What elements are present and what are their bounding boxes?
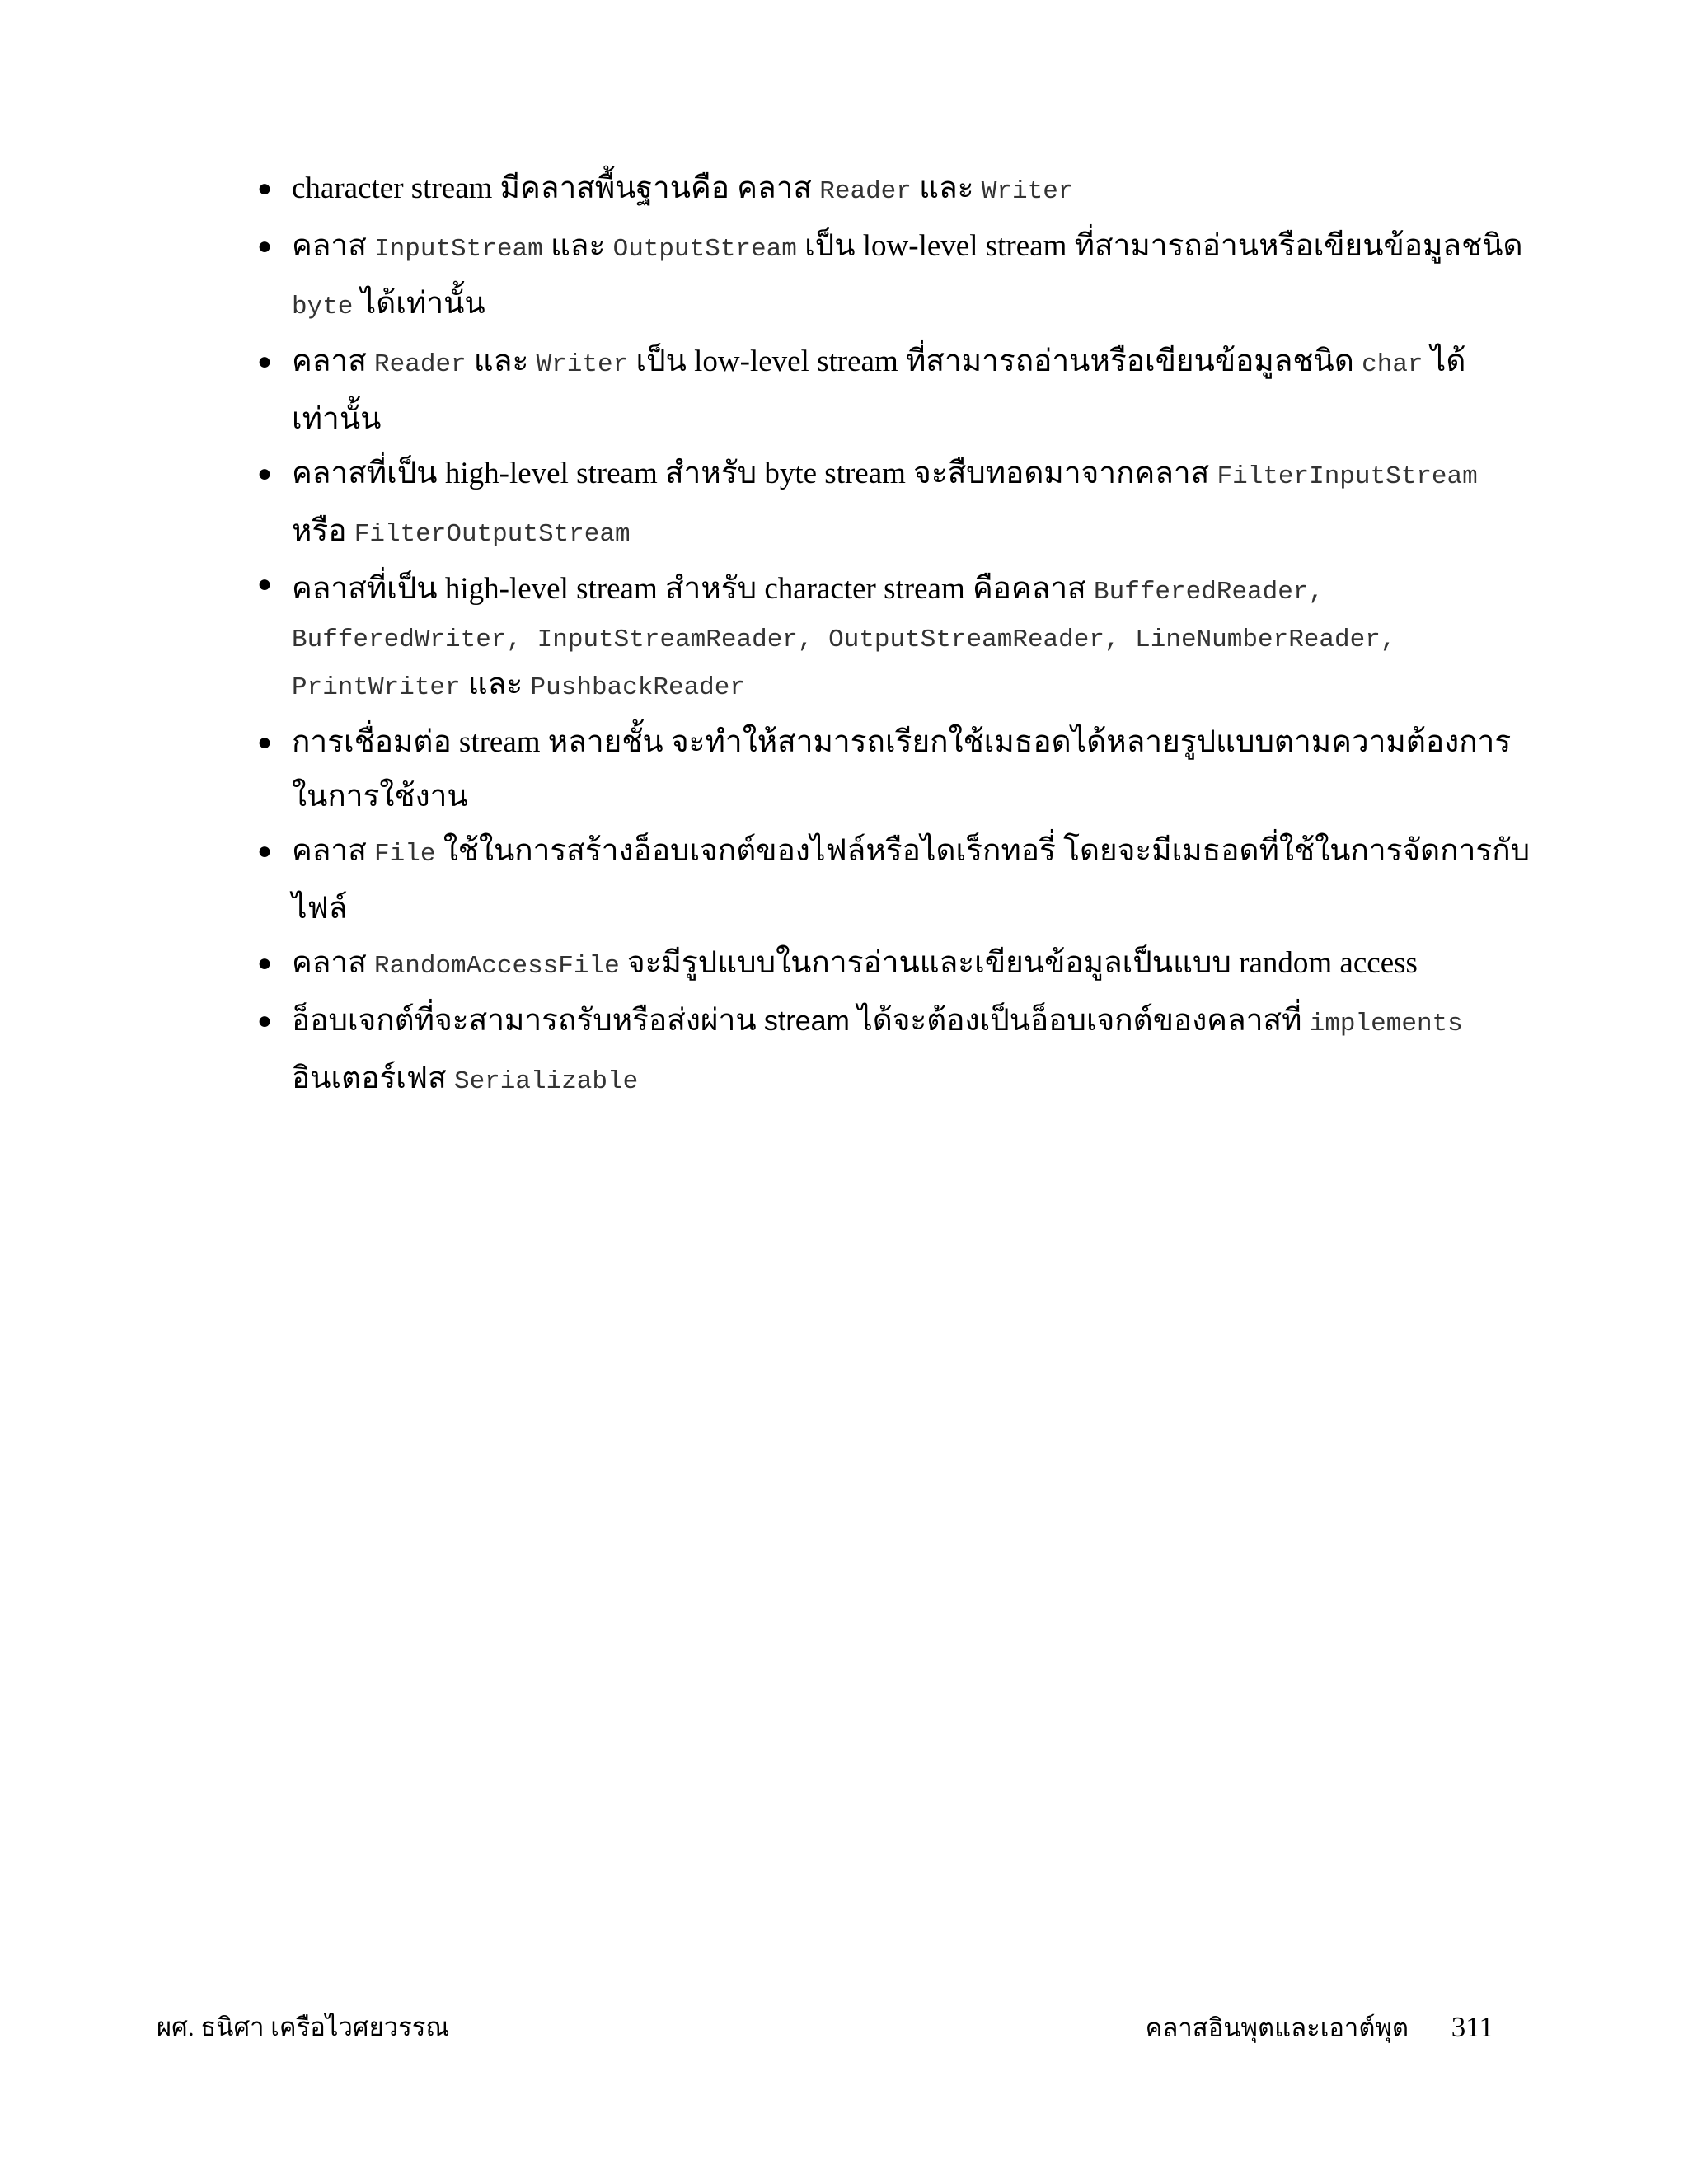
bullet-item — [257, 562, 1531, 715]
inline-text: คลาส — [292, 344, 375, 378]
footer-right-group — [1146, 2007, 1493, 2049]
bullet-text — [292, 1004, 1463, 1095]
inline-code: Serializable — [453, 1067, 639, 1096]
bullet-dot-icon: ● — [257, 1007, 273, 1034]
inline-text: ได้เท่านั้น — [292, 344, 1466, 436]
bullet-dot-icon: ● — [257, 348, 273, 375]
bullet-item — [257, 162, 1531, 219]
inline-text: จะมีรูปแบบในการอ่านและเขียนข้อมูลเป็นแบบ random access — [619, 946, 1418, 980]
inline-text: ได้เท่านั้น — [353, 287, 485, 321]
bullet-dot-icon: ● — [257, 232, 273, 260]
inline-text: หรือ — [292, 514, 354, 548]
inline-text: ใช้ในการสร้างอ็อบเจกต์ของไฟล์หรือไดเร็กทอรี่ โดยจะมีเมธอดที่ใช้ในการจัดการกับไฟล์ — [292, 834, 1531, 926]
bullet-dot-icon: ● — [257, 175, 273, 202]
inline-text: คลาสที่เป็น high-level stream สำหรับ character stream คือคลาส — [292, 572, 1095, 606]
page-number: 311 — [1451, 2011, 1493, 2043]
bullet-dot-icon: ● — [257, 570, 273, 598]
bullet-item — [257, 824, 1531, 936]
inline-code: FilterInputStream — [1217, 462, 1478, 491]
bullet-item — [257, 715, 1531, 824]
bullet-text — [292, 834, 1530, 926]
inline-text: เป็น low-level stream ที่สามารถอ่านหรือเขียนข้อมูลชนิด — [796, 229, 1523, 263]
inline-code: Reader — [374, 350, 467, 379]
bullet-text — [292, 725, 1511, 813]
inline-text: การเชื่อมต่อ stream หลายชั้น จะทำให้สามารถเรียกใช้เมธอดได้หลายรูปแบบตามความต้องการในการใช้งาน — [292, 725, 1512, 813]
inline-text: อินเตอร์เฟส — [292, 1062, 454, 1095]
inline-text: และ — [542, 229, 613, 263]
bullet-text — [292, 572, 1395, 701]
inline-text: เป็น low-level stream ที่สามารถอ่านหรือเขียนข้อมูลชนิด — [628, 344, 1362, 378]
bullet-item — [257, 447, 1531, 562]
inline-code: RandomAccessFile — [374, 952, 620, 981]
inline-text: และ — [911, 171, 982, 205]
inline-code: byte — [292, 293, 354, 321]
bullet-dot-icon: ● — [257, 949, 273, 977]
inline-code: File — [374, 840, 436, 869]
inline-code: FilterOutputStream — [354, 520, 631, 549]
bullet-text — [292, 171, 1073, 205]
inline-text: character stream มีคลาสพื้นฐานคือ คลาส — [292, 171, 820, 205]
inline-sans-text: stream — [763, 1005, 850, 1037]
inline-text: คลาส — [292, 946, 375, 980]
bullet-item — [257, 335, 1531, 447]
inline-text: และ — [466, 344, 537, 378]
bullet-dot-icon: ● — [257, 460, 273, 487]
inline-code: PushbackReader — [530, 673, 745, 702]
summary-bullet-list — [257, 162, 1531, 1109]
page-footer — [157, 2007, 1493, 2048]
inline-text: คลาส — [292, 834, 375, 868]
bullet-item — [257, 994, 1531, 1109]
inline-code: char — [1362, 350, 1423, 379]
inline-text: คลาสที่เป็น high-level stream สำหรับ byte stream จะสืบทอดมาจากคลาส — [292, 457, 1217, 490]
inline-text: และ — [460, 668, 531, 701]
bullet-item — [257, 936, 1531, 994]
footer-chapter-title: คลาสอินพุตและเอาต์พุต — [1145, 2013, 1409, 2042]
inline-text: อ็อบเจกต์ที่จะสามารถรับหรือส่งผ่าน — [292, 1004, 764, 1038]
inline-code: InputStream — [374, 235, 543, 264]
inline-code: Writer — [981, 177, 1074, 206]
bullet-text — [292, 946, 1418, 980]
footer-author: ผศ. ธนิศา เครือไวศยวรรณ — [157, 2013, 450, 2041]
inline-code: OutputStream — [612, 235, 797, 264]
inline-code: Writer — [536, 350, 629, 379]
inline-code: implements — [1309, 1010, 1463, 1038]
bullet-text — [292, 457, 1478, 548]
inline-text: คลาส — [292, 229, 375, 263]
bullet-text — [292, 229, 1523, 321]
inline-code: Reader — [819, 177, 912, 206]
bullet-item — [257, 219, 1531, 335]
bullet-dot-icon: ● — [257, 729, 273, 756]
inline-text: ได้จะต้องเป็นอ็อบเจกต์ของคลาสที่ — [849, 1004, 1310, 1038]
bullet-text — [292, 344, 1465, 436]
bullet-dot-icon: ● — [257, 837, 273, 865]
inline-code: BufferedReader, BufferedWriter, InputStreamReader, OutputStreamReader, LineNumberReader, PrintWriter — [292, 578, 1396, 702]
